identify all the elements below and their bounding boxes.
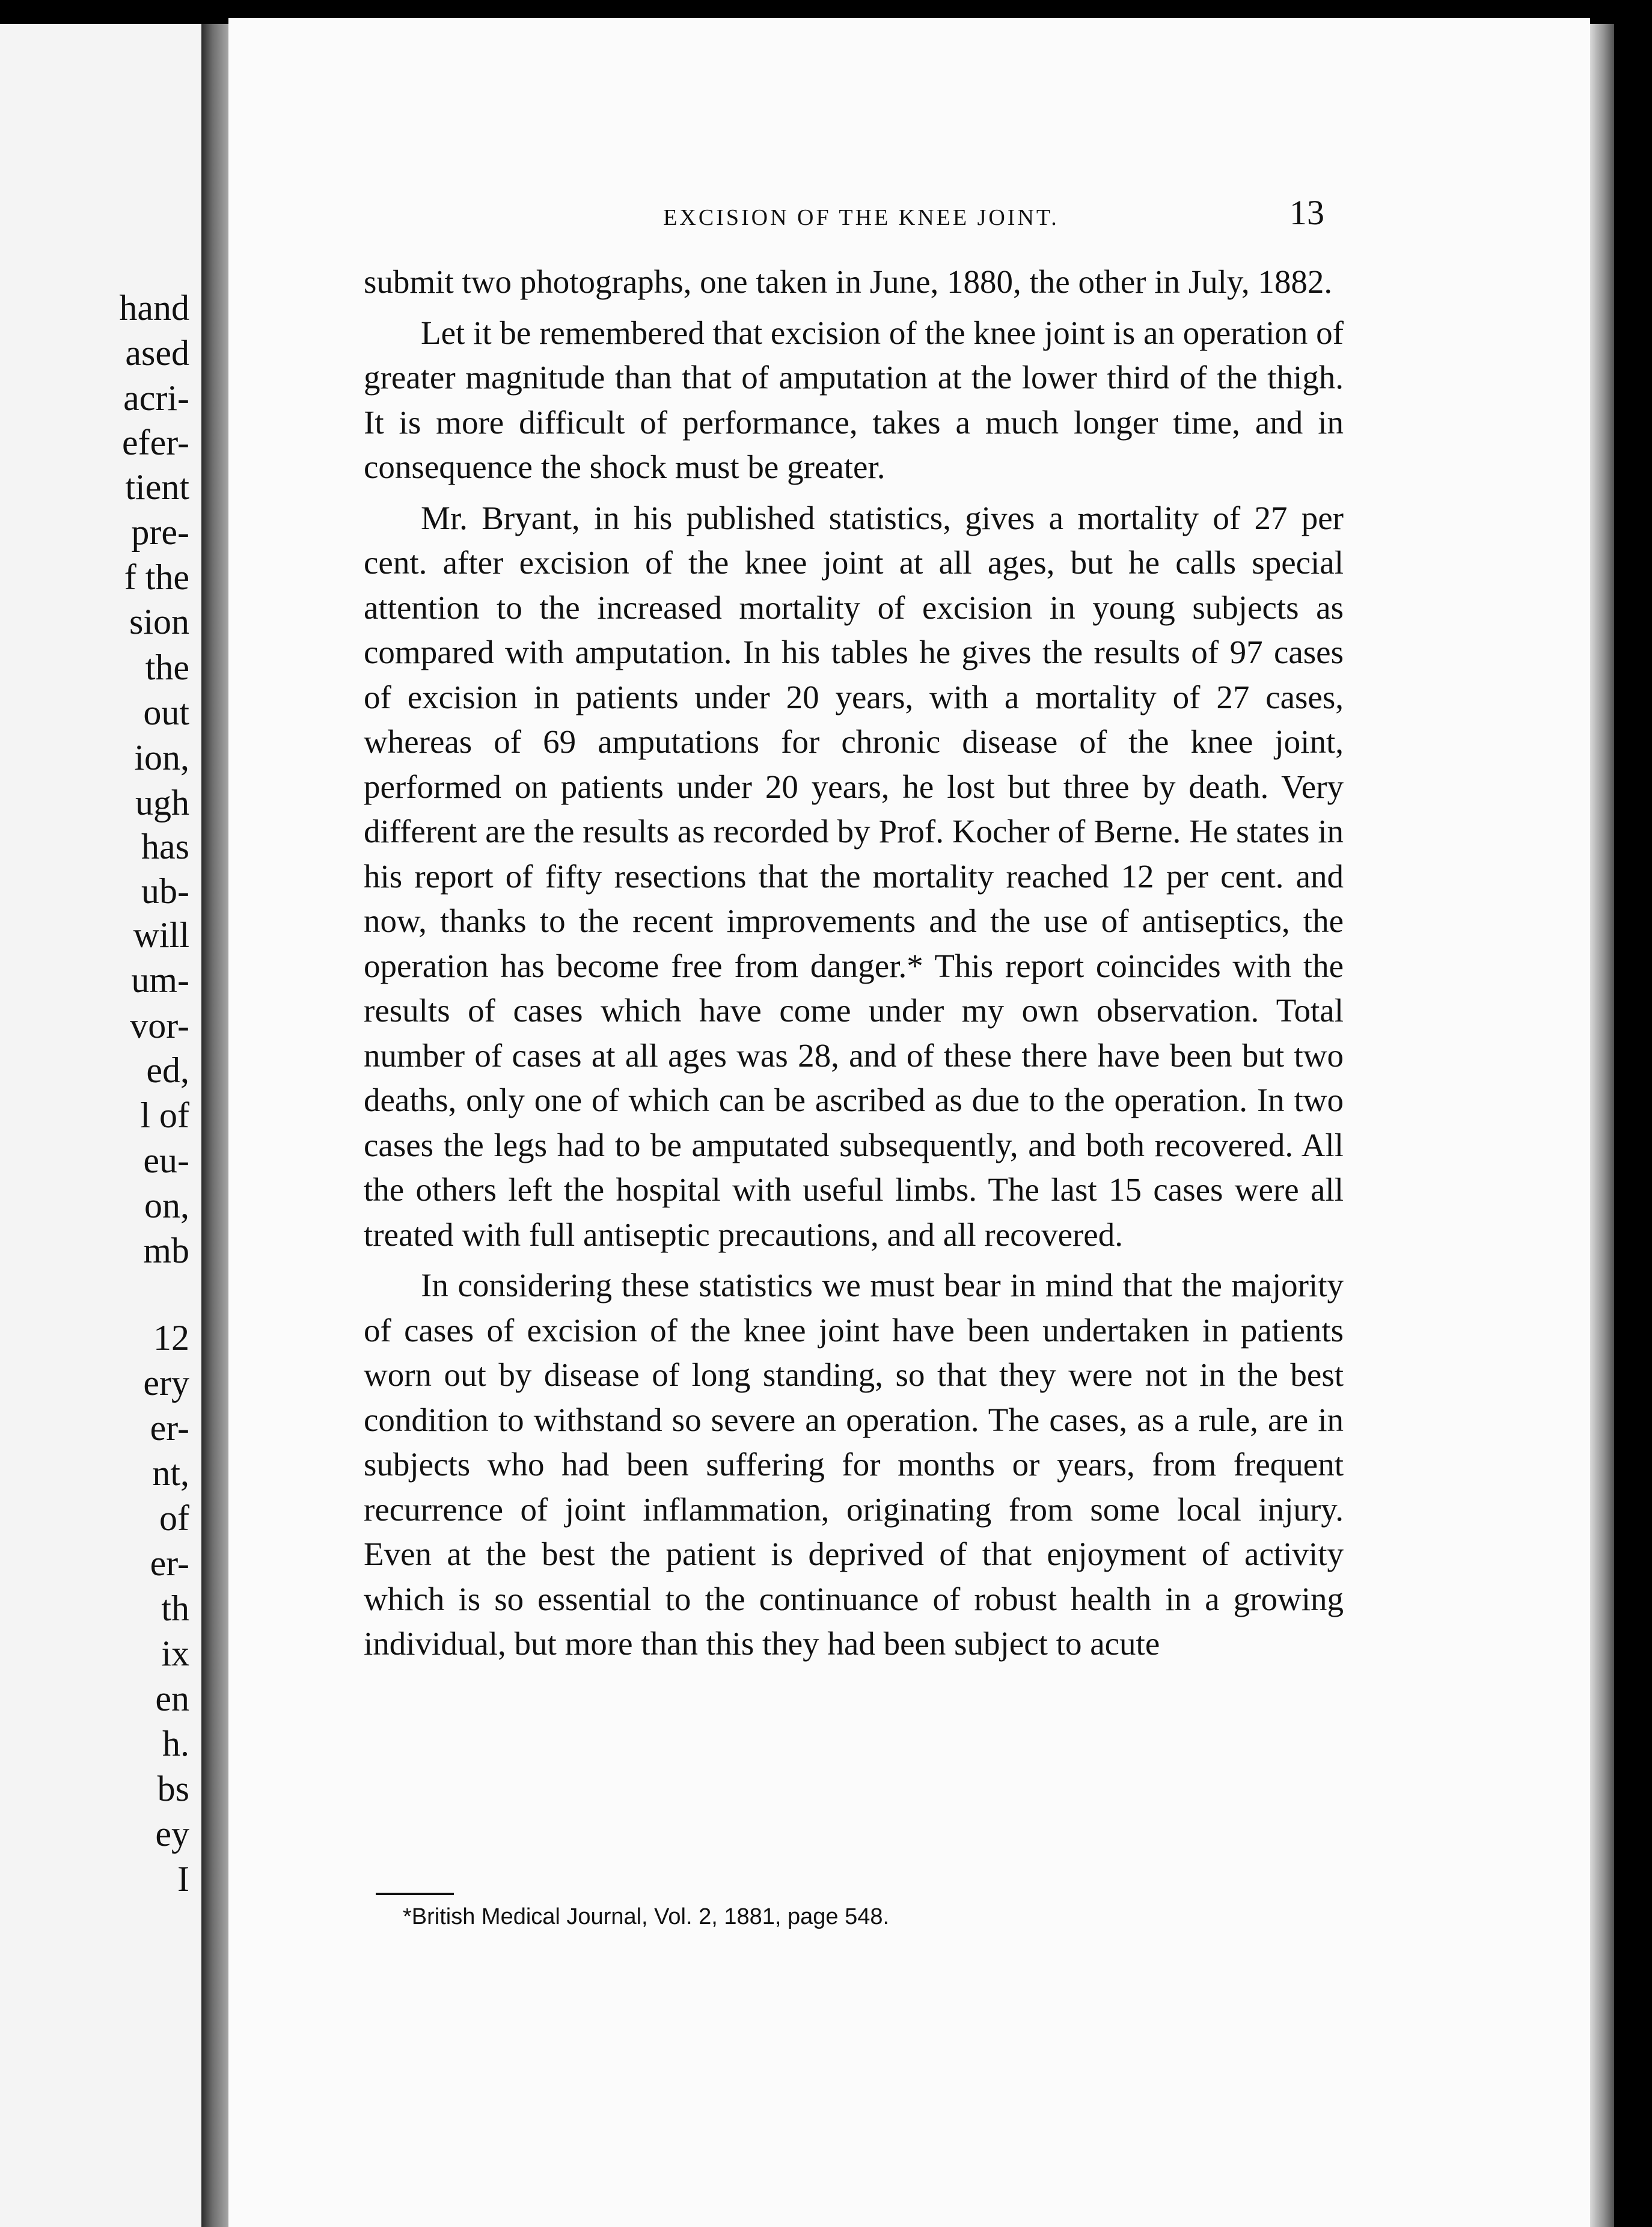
- left-line-fragment: ugh: [135, 783, 189, 822]
- left-line-fragment: ey: [155, 1814, 189, 1854]
- left-line-fragment: bs: [157, 1769, 189, 1809]
- left-line-fragment: l of: [140, 1095, 189, 1135]
- left-line-fragment: um-: [131, 960, 189, 1000]
- left-line-fragment: on,: [144, 1186, 189, 1225]
- left-line-fragment: hand: [119, 288, 189, 328]
- footnote: *British Medical Journal, Vol. 2, 1881, page 548.: [403, 1904, 890, 1929]
- page-number: 13: [1289, 193, 1324, 232]
- left-line-fragment: acri-: [123, 378, 189, 418]
- left-line-fragment: efer-: [121, 423, 189, 462]
- footnote-rule: [376, 1893, 454, 1895]
- page-edge: [1590, 24, 1614, 2227]
- left-line-fragment: out: [143, 693, 189, 732]
- left-page: [0, 24, 201, 2227]
- left-line-fragment: h.: [162, 1724, 189, 1763]
- left-line-fragment: 12: [153, 1318, 189, 1358]
- left-line-fragment: ix: [161, 1634, 189, 1673]
- left-line-fragment: ion,: [134, 738, 189, 777]
- left-line-fragment: er-: [150, 1543, 189, 1583]
- paragraph: In considering these statistics we must bear in mind that the majority of cases of excision of the knee joint have been undertaken in patients worn out by disease of long standing, so that they were not in the best condition to withstand so severe an operation. The cases, as a rule, are in subjects who had been suffering for months or years, from frequent recurrence of joint inflammation, originating from some local injury. Even at the best the patient is deprived of that enjoyment of activity which is so essential to the continuance of robust health in a growing individual, but more than this they had been subject to acute: [364, 1267, 1344, 1662]
- left-line-fragment: tient: [125, 467, 189, 507]
- left-line-fragment: pre-: [131, 512, 189, 552]
- left-line-fragment: eu-: [143, 1141, 189, 1180]
- body-text: [364, 260, 1344, 1673]
- left-line-fragment: f the: [124, 557, 189, 597]
- left-line-fragment: nt,: [152, 1453, 189, 1493]
- left-line-fragment: ed,: [146, 1050, 189, 1090]
- left-line-fragment: ery: [143, 1363, 189, 1403]
- left-line-fragment: sion: [129, 602, 189, 642]
- left-line-fragment: ub-: [141, 871, 189, 911]
- left-line-fragment: mb: [143, 1231, 189, 1270]
- left-line-fragment: will: [133, 915, 189, 955]
- left-line-fragment: of: [159, 1498, 189, 1538]
- left-line-fragment: ased: [125, 333, 189, 373]
- paragraph: submit two photographs, one taken in June, 1880, the other in July, 1882.: [364, 263, 1333, 300]
- left-line-fragment: has: [141, 827, 189, 866]
- left-line-fragment: vor-: [130, 1006, 189, 1046]
- left-line-fragment: en: [155, 1679, 189, 1718]
- left-line-fragment: I: [177, 1859, 189, 1899]
- paragraph: Let it be remembered that excision of the knee joint is an operation of greater magnitude than that of amputation at the lower third of the thigh. It is more difficult of performance, takes a much longer time, and in consequence the shock must be greater.: [364, 314, 1344, 485]
- left-line-fragment: th: [161, 1588, 189, 1628]
- running-head: EXCISION OF THE KNEE JOINT.: [663, 205, 1059, 230]
- paragraph: Mr. Bryant, in his published statistics, gives a mortality of 27 per cent. after excision of the knee joint at all ages, but he calls special attention to the increased mortality of excision in young subjects as compared with amputation. In his tables he gives the results of 97 cases of excision in patients under 20 years, with a mortality of 27 cases, whereas of 69 amputations for chronic disease of the knee joint, performed on patients under 20 years, he lost but three by death. Very different are the results as recorded by Prof. Kocher of Berne. He states in his report of fifty resections that the mortality reached 12 per cent. and now, thanks to the recent improvements and the use of antiseptics, the operation has become free from danger.* This report coincides with the results of cases which have come under my own observation. Total number of cases at all ages was 28, and of these there have been but two deaths, only one of which can be ascribed as due to the operation. In two cases the legs had to be amputated subsequently, and both recovered. All the others left the hospital with useful limbs. The last 15 cases were all treated with full antiseptic precautions, and all recovered.: [364, 499, 1344, 1253]
- book-gutter: [201, 24, 228, 2227]
- left-line-fragment: er-: [150, 1408, 189, 1448]
- left-line-fragment: the: [145, 648, 189, 687]
